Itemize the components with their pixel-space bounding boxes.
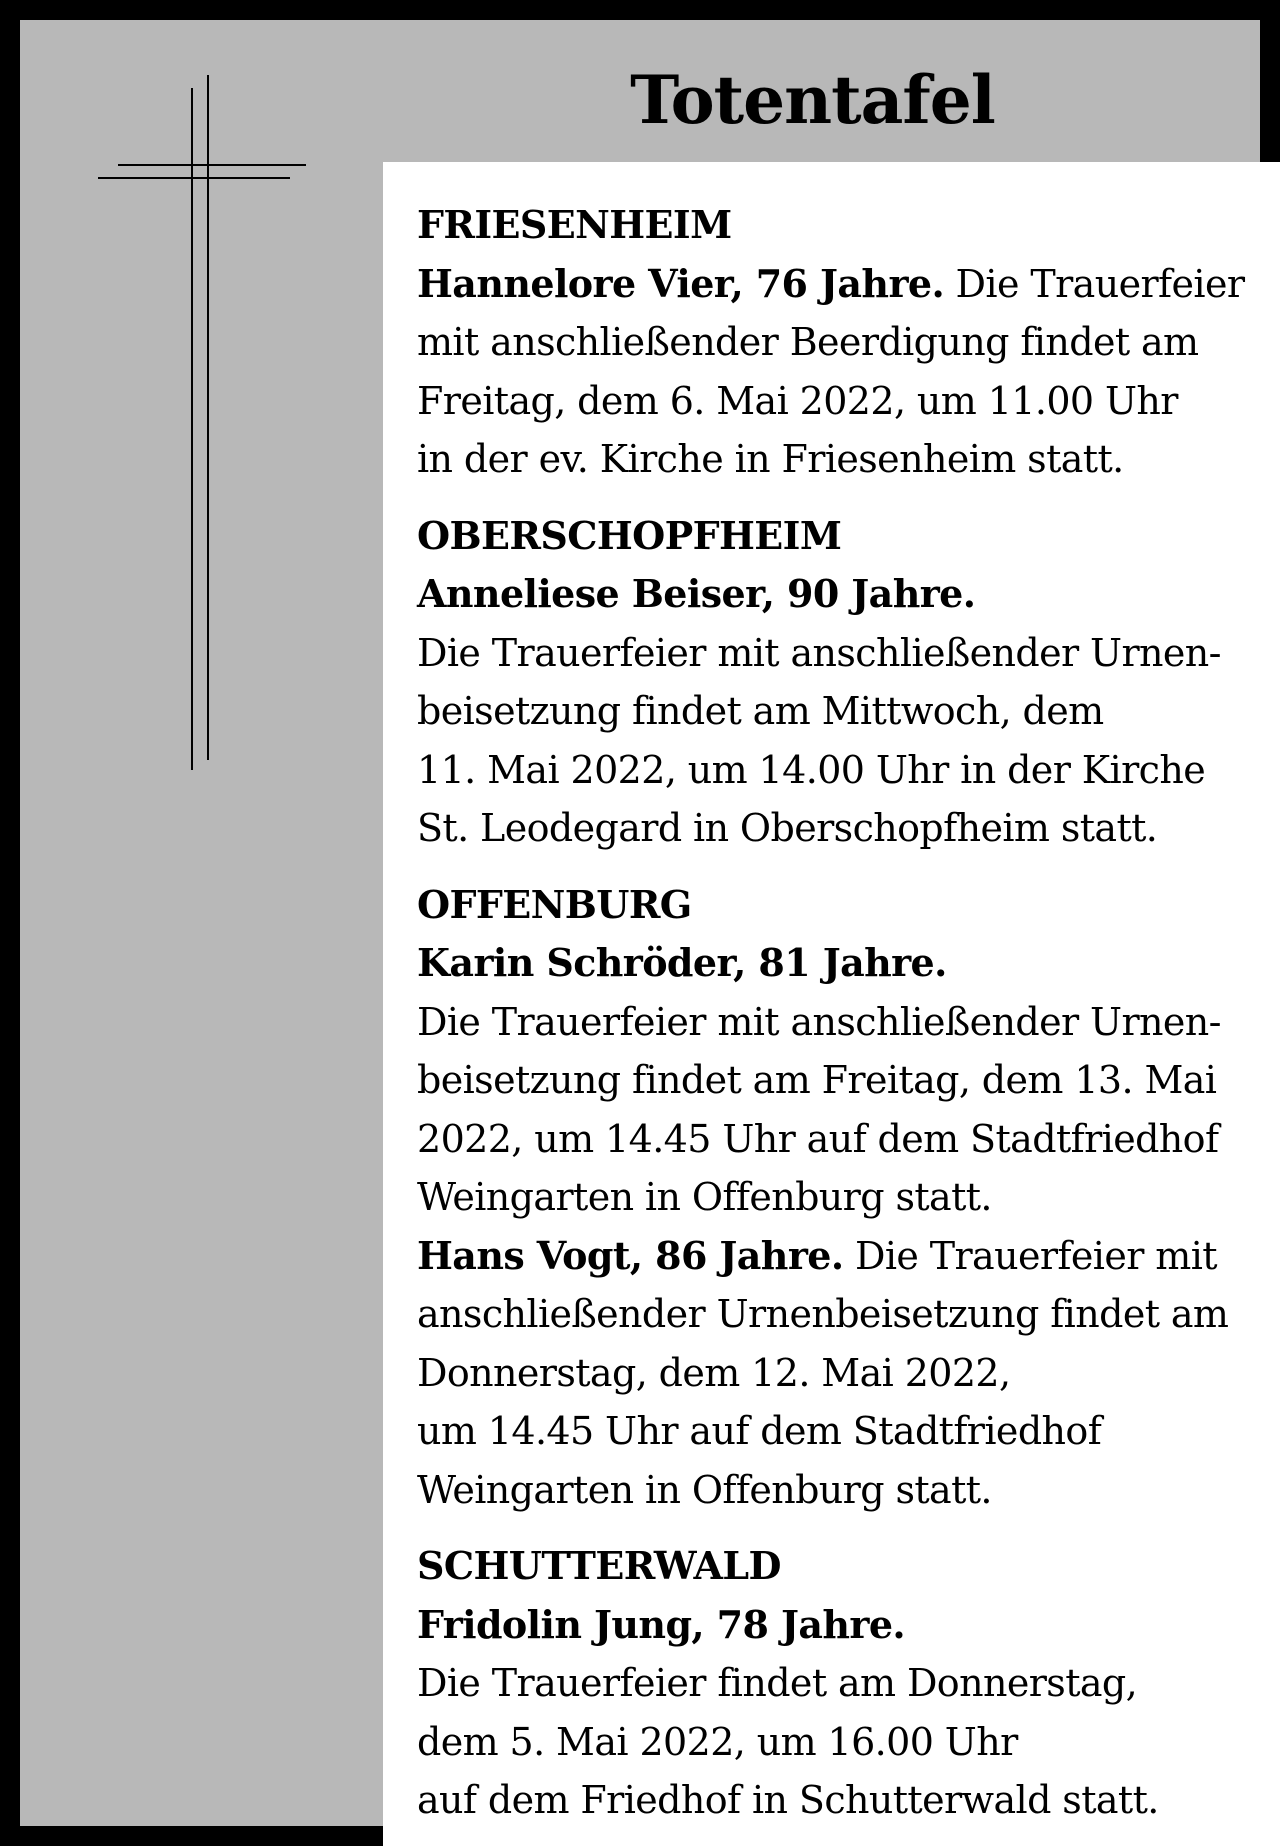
place-section <box>417 876 1260 1520</box>
entry-text: Freitag, dem 6. Mai 2022, um 11.00 Uhr <box>417 378 1178 423</box>
place-section <box>417 1537 1260 1830</box>
place-heading: SCHUTTERWALD <box>417 1543 781 1588</box>
entry-text: Weingarten in Offenburg statt. <box>417 1467 992 1512</box>
entry-text: Die Trauerfeier mit anschließender Urnen- <box>417 999 1221 1044</box>
entry-text: Die Trauerfeier <box>944 261 1245 306</box>
entry-text: dem 5. Mai 2022, um 16.00 Uhr <box>417 1719 1018 1764</box>
entry-text: auf dem Friedhof in Schutterwald statt. <box>417 1778 1159 1822</box>
entry-text: Die Trauerfeier mit <box>843 1233 1217 1278</box>
obituary-entry <box>417 1596 1260 1830</box>
entry-text: Donnerstag, dem 12. Mai 2022, <box>417 1350 1011 1395</box>
cross-icon <box>90 70 320 780</box>
obituary-entry <box>417 934 1260 1227</box>
deceased-name: Hans Vogt, 86 Jahre. <box>417 1232 844 1278</box>
place-heading: OFFENBURG <box>417 881 692 927</box>
place-heading: FRIESENHEIM <box>417 202 732 247</box>
entry-text: 2022, um 14.45 Uhr auf dem Stadtfriedhof <box>417 1116 1219 1161</box>
deceased-name: Hannelore Vier, 76 Jahre. <box>417 260 945 306</box>
entry-text: 11. Mai 2022, um 14.00 Uhr in der Kirche <box>417 747 1206 792</box>
deceased-name: Karin Schröder, 81 Jahre. <box>417 940 947 985</box>
entry-text: um 14.45 Uhr auf dem Stadtfriedhof <box>417 1409 1102 1453</box>
obituary-entry <box>417 1227 1260 1520</box>
entry-text: Die Trauerfeier mit anschließender Urnen- <box>417 630 1221 675</box>
notice-panel <box>383 162 1280 1846</box>
entry-text: Die Trauerfeier findet am Donnerstag, <box>417 1661 1138 1705</box>
deceased-name: Anneliese Beiser, 90 Jahre. <box>417 571 976 616</box>
page-title: Totentafel <box>630 61 995 139</box>
obituary-entry <box>417 565 1260 858</box>
entry-text: in der ev. Kirche in Friesenheim statt. <box>417 437 1124 481</box>
entry-text: St. Leodegard in Oberschopfheim statt. <box>417 806 1158 850</box>
entry-text: anschließender Urnenbeisetzung findet am <box>417 1292 1229 1336</box>
deceased-name: Fridolin Jung, 78 Jahre. <box>417 1601 906 1647</box>
obituary-entry <box>417 255 1260 489</box>
place-heading: OBERSCHOPFHEIM <box>417 512 842 558</box>
place-section <box>417 507 1260 858</box>
entry-text: beisetzung findet am Freitag, dem 13. Mai <box>417 1058 1217 1102</box>
entry-text: mit anschließender Beerdigung findet am <box>417 320 1199 364</box>
place-section <box>417 196 1260 489</box>
entry-text: Weingarten in Offenburg statt. <box>417 1175 992 1219</box>
entry-text: beisetzung findet am Mittwoch, dem <box>417 689 1104 733</box>
